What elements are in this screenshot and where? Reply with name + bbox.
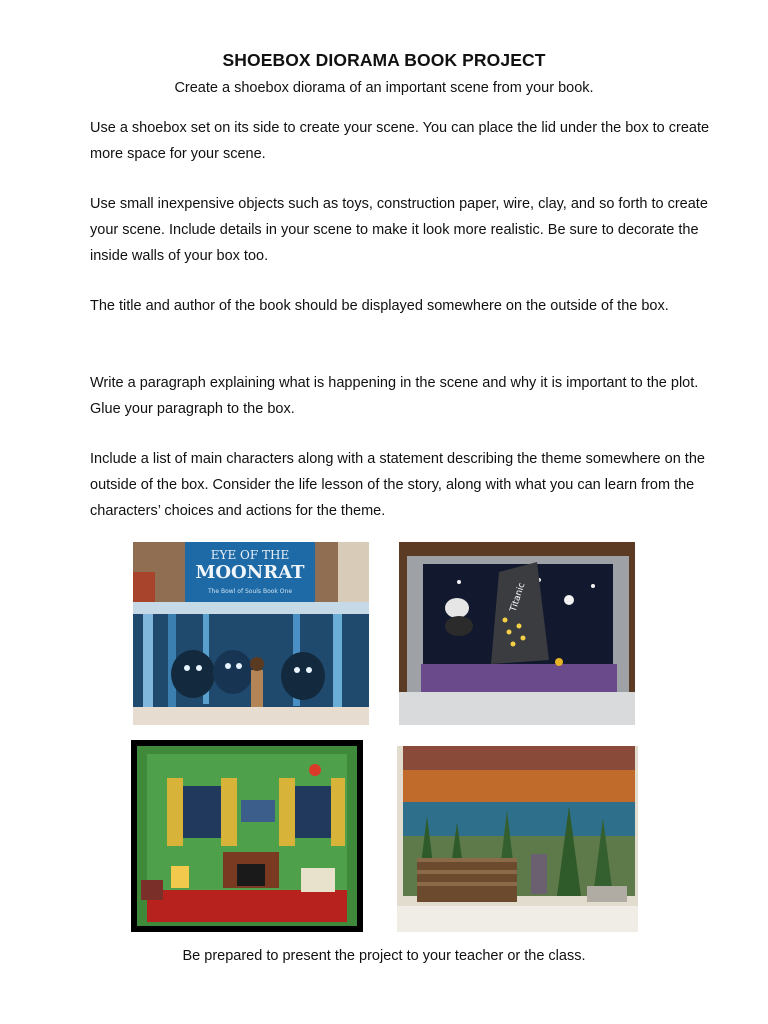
diorama-photo-moonrat: [133, 542, 369, 725]
instruction-paragraph-2: Use small inexpensive objects such as toys, construction paper, wire, clay, and so forth to create your scene. Include details in your scene to make it look more realistic. Be sure to decorate the inside walls of your box too.: [90, 196, 708, 264]
diorama-photo-titanic: [399, 542, 635, 725]
page-subtitle: Create a shoebox diorama of an important scene from your book.: [174, 80, 594, 96]
ship-label: Titanic: [508, 581, 528, 614]
instruction-paragraph-4: Write a paragraph explaining what is happening in the scene and why it is important to the plot. Glue your paragraph to the box.: [90, 375, 699, 417]
book-sign-line-3: The Bowl of Souls Book One: [207, 588, 293, 595]
page-title: SHOEBOX DIORAMA BOOK PROJECT: [222, 50, 546, 70]
diorama-photo-forest: [397, 746, 638, 932]
instruction-paragraph-1: Use a shoebox set on its side to create your scene. You can place the lid under the box to create more space for your scene.: [90, 120, 710, 162]
instruction-paragraph-5: Include a list of main characters along with a statement describing the theme somewhere on the outside of the box. Consider the life lesson of the story, along with what you can learn from the characters’ choices and actions for the theme.: [90, 451, 705, 519]
instruction-paragraph-3: The title and author of the book should be displayed somewhere on the outside of the box.: [90, 298, 669, 314]
book-sign-line-2: MOONRAT: [195, 562, 305, 583]
closing-note: Be prepared to present the project to your teacher or the class.: [182, 948, 586, 964]
diorama-photo-room: [131, 740, 363, 932]
book-sign-line-1: EYE OF THE: [210, 548, 290, 562]
